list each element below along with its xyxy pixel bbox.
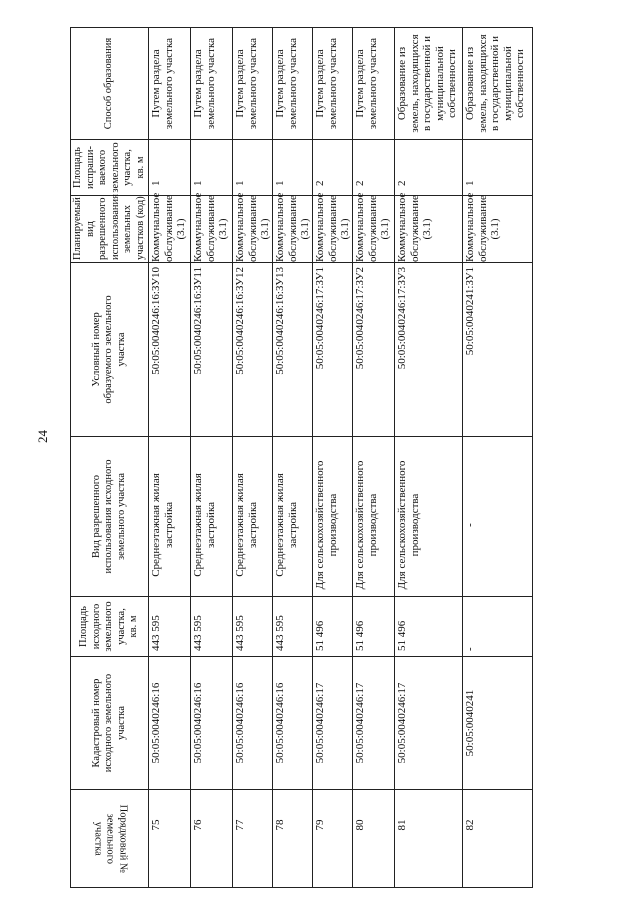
planned-use-cell: Коммунальное обслуживание (3.1) (353, 196, 395, 263)
header-conditional-number: Условный номер образуемого земельного участка (71, 263, 149, 437)
row-number-cell: 80 (353, 790, 395, 888)
cadastral-number-cell: 50:05:0040246:17 (353, 657, 395, 790)
header-formation-method: Способ образования (71, 28, 149, 140)
planned-use-cell: Коммунальное обслуживание (3.1) (191, 196, 233, 263)
source-area-cell: 443 595 (149, 597, 191, 657)
row-number-cell: 75 (149, 790, 191, 888)
header-cadastral-number: Кадастровый номер исходного земельного участка (71, 657, 149, 790)
requested-area-cell: 2 (313, 140, 353, 196)
table-row (395, 28, 463, 888)
header-source-permitted-use: Вид разрешенного использования исходного земельного участка (71, 437, 149, 597)
conditional-number-cell: 50:05:0040246:16:ЗУ11 (191, 263, 233, 437)
planned-use-cell: Коммунальное обслуживание (3.1) (314, 192, 351, 262)
land-plots-table (70, 27, 533, 888)
conditional-number-cell: 50:05:0040246:16:ЗУ13 (273, 263, 313, 437)
table-header-row (71, 28, 149, 888)
source-area-cell: 51 496 (353, 597, 395, 657)
conditional-number-cell: 50:05:0040246:17:ЗУ3 (395, 263, 463, 437)
source-use-cell: - (463, 437, 533, 597)
requested-area-cell: 2 (395, 140, 463, 196)
cadastral-number-cell: 50:05:0040246:17 (313, 657, 353, 790)
table-row (191, 28, 233, 888)
header-source-area: Площадь исходного земельного участка, кв. м (71, 597, 149, 657)
cadastral-number-cell: 50:05:0040246:17 (395, 657, 463, 790)
conditional-number-cell: 50:05:0040246:17:ЗУ1 (313, 263, 353, 437)
cadastral-number-cell: 50:05:0040246:16 (149, 657, 191, 790)
formation-method-cell: Путем раздела земельного участка (313, 28, 353, 140)
source-use-cell: Среднеэтажная жилая застройка (191, 437, 233, 597)
row-number-cell: 82 (463, 790, 533, 888)
planned-use-cell: Коммунальное обслуживание (3.1) (395, 196, 463, 263)
planned-use-cell: Коммунальное обслуживание (3.1) (463, 196, 533, 263)
conditional-number-cell: 50:05:0040246:16:ЗУ10 (149, 263, 191, 437)
planned-use-cell: Коммунальное обслуживание (3.1) (274, 192, 311, 262)
table-row (233, 28, 273, 888)
formation-method-cell: Путем раздела земельного участка (233, 28, 273, 140)
row-number-cell: 76 (191, 790, 233, 888)
planned-use-cell: Коммунальное обслуживание (3.1) (149, 196, 191, 263)
conditional-number-cell: 50:05:0040246:16:ЗУ12 (233, 263, 273, 437)
cadastral-number-cell: 50:05:0040246:16 (273, 657, 313, 790)
source-area-cell: 443 595 (273, 597, 313, 657)
formation-method-cell: Образование из земель, находящихся в государственной и муниципальной собственности (463, 28, 533, 140)
cadastral-number-cell: 50:05:0040246:16 (233, 657, 273, 790)
requested-area-cell: 1 (149, 140, 191, 196)
conditional-number-cell: 50:05:0040246:17:ЗУ2 (353, 263, 395, 437)
formation-method-cell: Образование из земель, находящихся в государственной и муниципальной собственности (395, 28, 463, 140)
header-planned-use: Планируемый вид разрешенного использования земельных участков (код) (71, 196, 149, 263)
source-area-cell: 443 595 (191, 597, 233, 657)
header-requested-area: Площадь испраши- ваемого земельного участка, кв. м (71, 140, 149, 196)
row-number-cell: 77 (233, 790, 273, 888)
conditional-number-cell: 50:05:0040241:ЗУ1 (463, 263, 533, 437)
cadastral-number-cell: 50:05:0040246:16 (191, 657, 233, 790)
row-number-cell: 81 (395, 790, 463, 888)
source-area-cell: 443 595 (233, 597, 273, 657)
source-use-cell: Для сельскохозяйственного производства (395, 437, 463, 597)
formation-method-cell: Путем раздела земельного участка (353, 28, 395, 140)
requested-area-cell: 1 (233, 140, 273, 196)
requested-area-cell: 1 (463, 140, 533, 196)
requested-area-cell: 1 (191, 140, 233, 196)
table-row (273, 28, 313, 888)
planned-use-cell: Коммунальное обслуживание (3.1) (234, 192, 271, 262)
source-area-cell: 51 496 (395, 597, 463, 657)
table-row (463, 28, 533, 888)
source-use-cell: Для сельскохозяйственного производства (353, 437, 395, 597)
row-number-cell: 79 (313, 790, 353, 888)
table-row (149, 28, 191, 888)
header-row-number (71, 790, 149, 888)
formation-method-cell: Путем раздела земельного участка (191, 28, 233, 140)
page-number: 24 (35, 430, 50, 443)
source-use-cell: Среднеэтажная жилая застройка (149, 437, 191, 597)
requested-area-cell: 1 (273, 140, 313, 196)
formation-method-cell: Путем раздела земельного участка (273, 28, 313, 140)
formation-method-cell: Путем раздела земельного участка (149, 28, 191, 140)
header-row-number-text: Порядковый № земельного участка (92, 804, 129, 873)
source-area-cell: - (463, 597, 533, 657)
requested-area-cell: 2 (353, 140, 395, 196)
cadastral-number-cell: 50:05:0040241 (463, 657, 533, 790)
table-row (313, 28, 353, 888)
source-use-cell: Среднеэтажная жилая застройка (273, 437, 313, 597)
source-use-cell: Среднеэтажная жилая застройка (233, 437, 273, 597)
source-use-cell: Для сельскохозяйственного производства (313, 437, 353, 597)
table-row (353, 28, 395, 888)
source-area-cell: 51 496 (313, 597, 353, 657)
row-number-cell: 78 (273, 790, 313, 888)
